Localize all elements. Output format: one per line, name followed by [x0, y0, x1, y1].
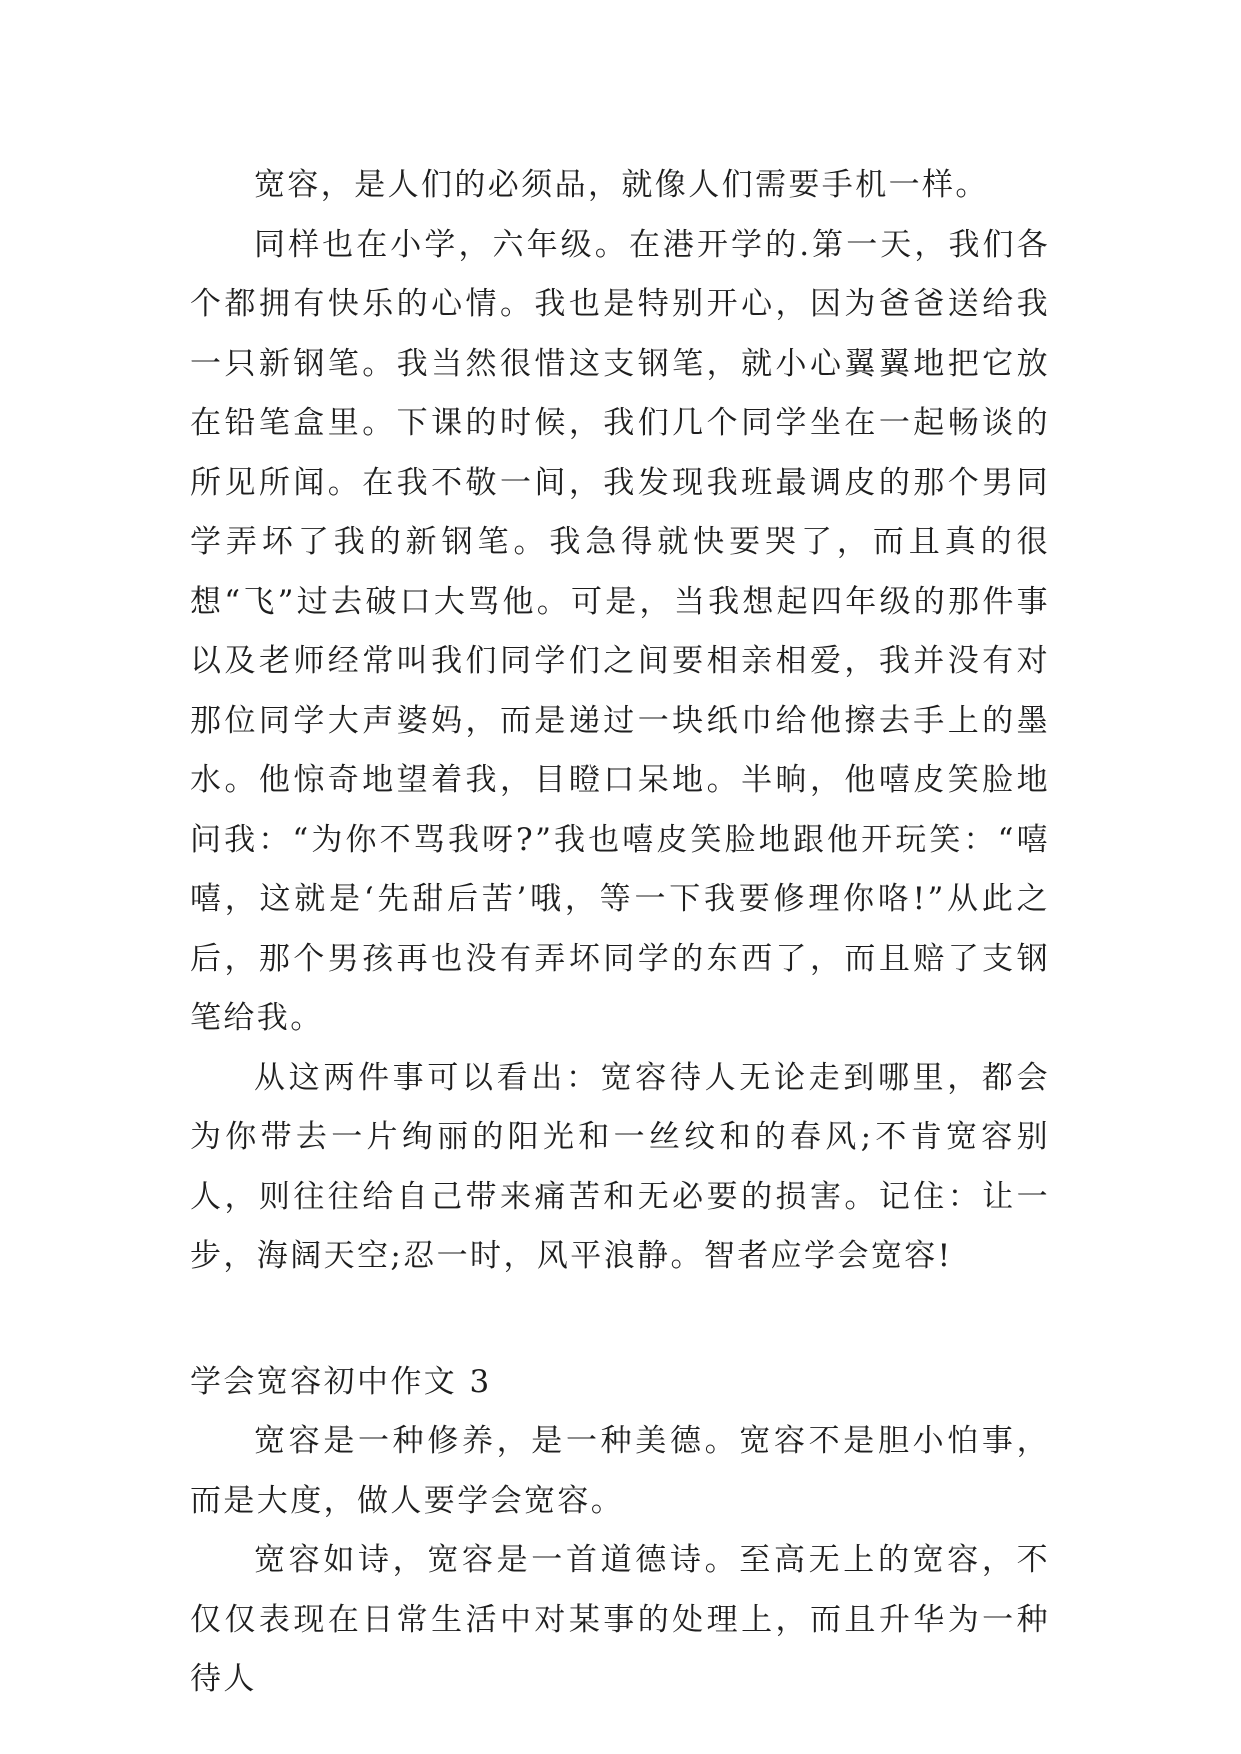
paragraph-conclusion: 从这两件事可以看出：宽容待人无论走到哪里，都会为你带去一片绚丽的阳光和一丝纹和的春风;不肯宽容别人，则往往给自己带来痛苦和无必要的损害。记住：让一步，海阔天空;忍一时，风平浪静。智者应学会宽容! — [190, 1059, 1050, 1274]
paragraph-tolerance-necessity: 宽容，是人们的必须品，就像人们需要手机一样。 — [254, 167, 989, 203]
document-body — [190, 156, 1050, 1710]
paragraph-tolerance-virtue: 宽容是一种修养，是一种美德。宽容不是胆小怕事，而是大度，做人要学会宽容。 — [190, 1423, 1050, 1519]
section-heading: 学会宽容初中作文 3 — [190, 1363, 492, 1400]
paragraph-tolerance-poem: 宽容如诗，宽容是一首道德诗。至高无上的宽容，不仅仅表现在日常生活中对某事的处理上，而且升华为一种待人 — [190, 1542, 1050, 1697]
paragraph-pen-story: 同样也在小学，六年级。在港开学的.第一天，我们各个都拥有快乐的心情。我也是特别开心，因为爸爸送给我一只新钢笔。我当然很惜这支钢笔，就小心翼翼地把它放在铅笔盒里。下课的时候，我们几个同学坐在一起畅谈的所见所闻。在我不敬一间，我发现我班最调皮的那个男同学弄坏了我的新钢笔。我急得就快要哭了，而且真的很想“飞”过去破口大骂他。可是，当我想起四年级的那件事以及老师经常叫我们同学们之间要相亲相爱，我并没有对那位同学大声婆妈，而是递过一块纸巾给他擦去手上的墨水。他惊奇地望着我，目瞪口呆地。半晌，他嘻皮笑脸地问我：“为你不骂我呀?”我也嘻皮笑脸地跟他开玩笑：“嘻嘻，这就是‘先甜后苦’哦，等一下我要修理你咯!”从此之后，那个男孩再也没有弄坏同学的东西了，而且赔了支钢笔给我。 — [190, 226, 1050, 1036]
